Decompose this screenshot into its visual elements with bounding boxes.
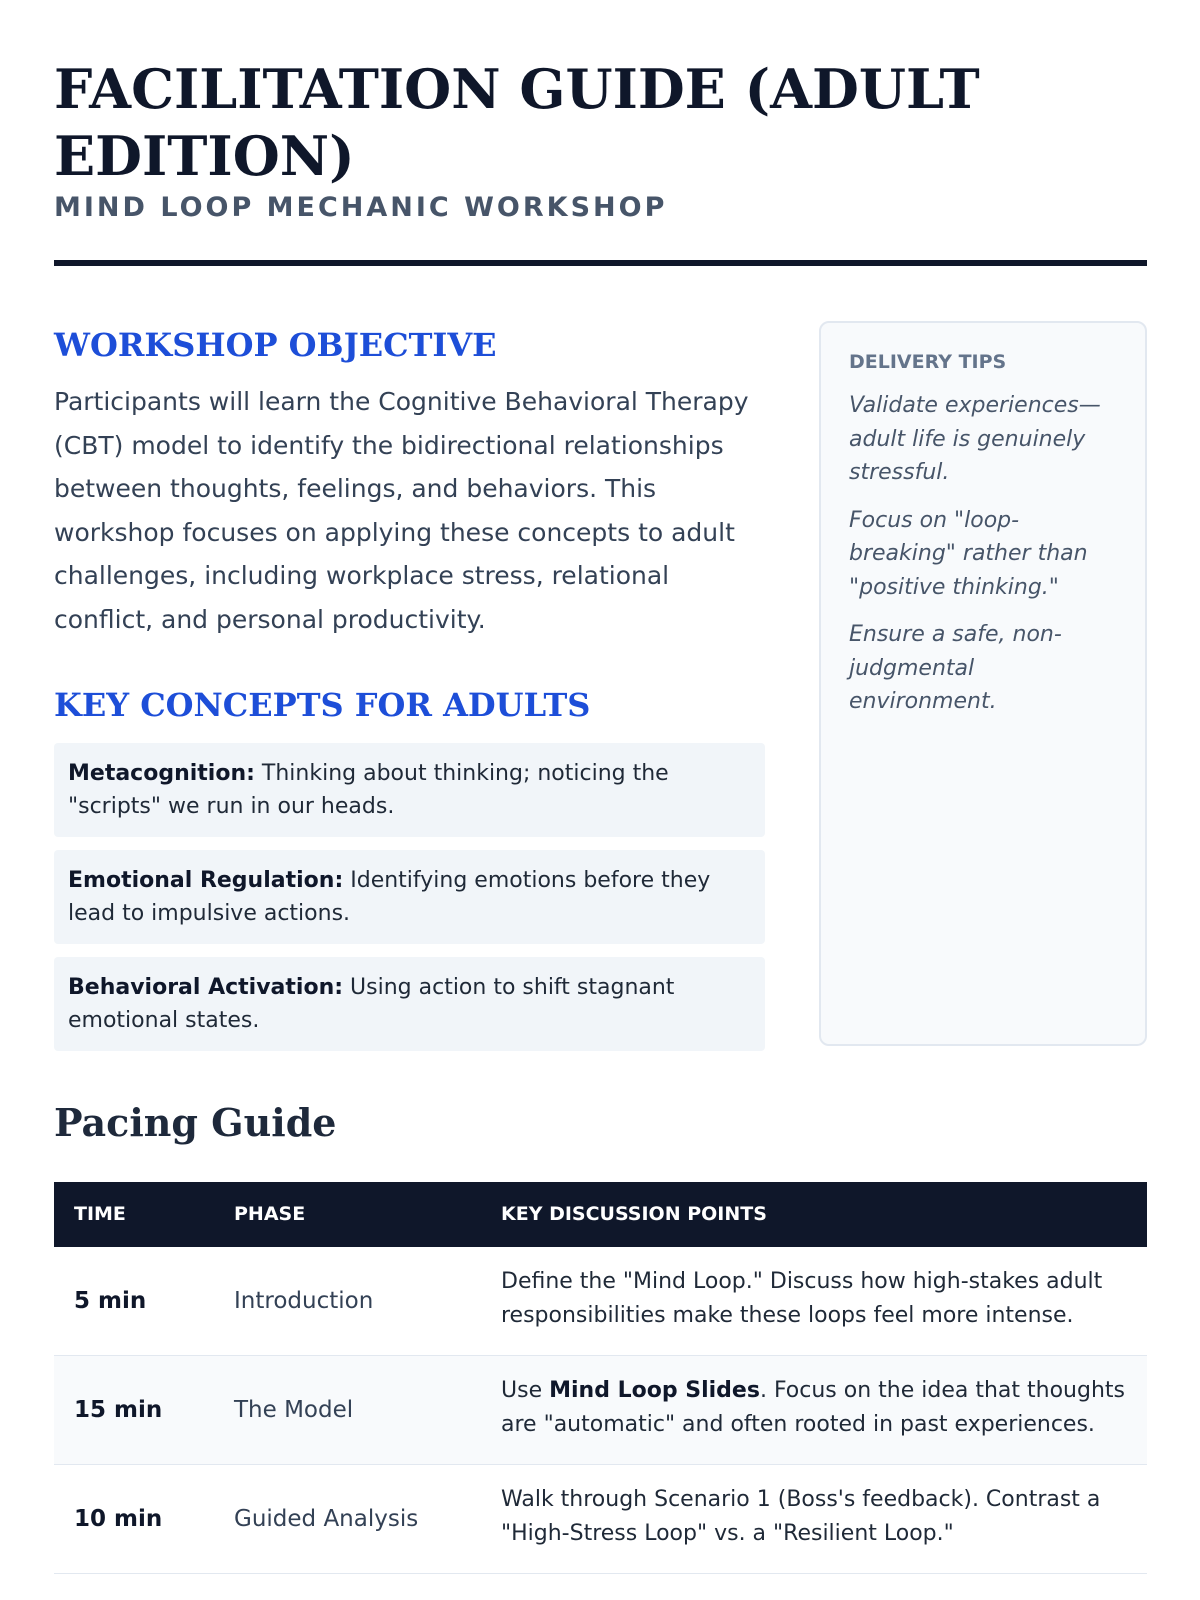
- column-header-points: KEY DISCUSSION POINTS: [501, 1203, 767, 1225]
- column-header-phase: PHASE: [234, 1203, 306, 1225]
- column-header-time: TIME: [74, 1203, 126, 1225]
- objective-text: Participants will learn the Cognitive Behavioral Therapy (CBT) model to identify the bidirectional relationships between thoughts, feelings, and behaviors. This workshop focuses on applying these concepts to adult challenges, including workplace stress, relational conflict, and personal productivity.: [54, 387, 749, 634]
- concept-description: Identifying emotions before they lead to impulsive actions.: [68, 868, 711, 926]
- row-time: 15 min: [74, 1397, 163, 1423]
- row-points-text: Define the "Mind Loop." Discuss how high-stakes adult responsibilities make these loops feel more intense.: [501, 1269, 1103, 1328]
- row-points-text: Use: [501, 1378, 550, 1403]
- row-phase: Guided Analysis: [234, 1506, 419, 1532]
- concept-description: Using action to shift stagnant emotional states.: [68, 975, 675, 1033]
- delivery-tip: Focus on "loop-breaking" rather than "positive thinking.": [849, 507, 1088, 600]
- pacing-heading: Pacing Guide: [54, 1100, 337, 1145]
- row-points: [501, 1374, 1131, 1442]
- pacing-table: [54, 1182, 1147, 1574]
- row-time: 5 min: [74, 1288, 147, 1314]
- table-row: [54, 1356, 1147, 1465]
- concept-term: Metacognition:: [68, 761, 255, 786]
- row-points: [501, 1265, 1131, 1333]
- delivery-tips-panel: [819, 321, 1147, 1046]
- header-divider: [54, 260, 1147, 266]
- row-points-text: Walk through Scenario 1 (Boss's feedback). Contrast a "High-Stress Loop" vs. a "Resilient Loop.": [501, 1487, 1101, 1546]
- concept-term: Behavioral Activation:: [68, 975, 344, 1000]
- page-title: FACILITATION GUIDE (ADULT EDITION): [54, 57, 980, 188]
- delivery-tip: Ensure a safe, non-judgmental environment.: [849, 622, 1062, 714]
- concept-term: Emotional Regulation:: [68, 868, 344, 893]
- concept-card-metacognition: [54, 743, 765, 837]
- row-time: 10 min: [74, 1506, 163, 1532]
- table-row: [54, 1247, 1147, 1356]
- concept-card-emotional-regulation: [54, 850, 765, 944]
- concept-card-behavioral-activation: [54, 957, 765, 1051]
- row-phase: Introduction: [234, 1288, 374, 1314]
- concept-description: Thinking about thinking; noticing the "scripts" we run in our heads.: [68, 761, 669, 819]
- delivery-tips-heading: DELIVERY TIPS: [849, 351, 1007, 373]
- table-row: [54, 1465, 1147, 1574]
- delivery-tip: Validate experiences—adult life is genuinely stressful.: [849, 393, 1101, 485]
- concepts-heading: KEY CONCEPTS FOR ADULTS: [54, 686, 591, 724]
- table-header: [54, 1182, 1147, 1247]
- objective-heading: WORKSHOP OBJECTIVE: [54, 326, 497, 364]
- row-points: [501, 1483, 1131, 1551]
- page-subtitle: MIND LOOP MECHANIC WORKSHOP: [54, 192, 668, 223]
- row-phase: The Model: [234, 1397, 354, 1423]
- row-points-emphasis: Mind Loop Slides: [549, 1378, 760, 1403]
- row-points-text: . Focus on the idea that thoughts are "automatic" and often rooted in past experiences.: [501, 1378, 1125, 1437]
